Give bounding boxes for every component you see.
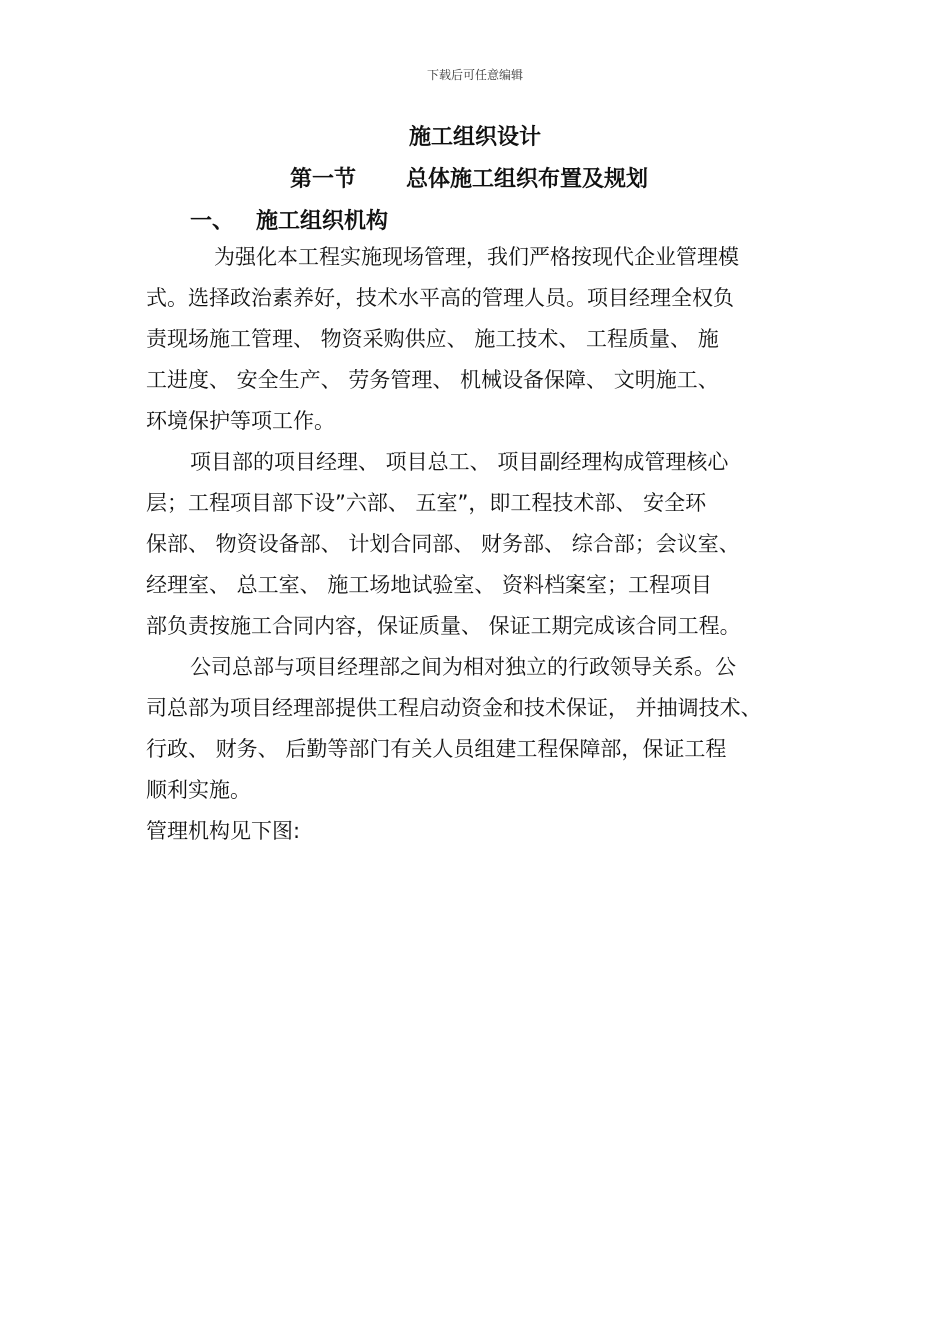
paragraph-line: 顺利实施。 bbox=[146, 778, 251, 802]
paragraph-line: 层；工程项目部下设”六部、 五室”，即工程技术部、 安全环 bbox=[146, 491, 707, 515]
document-title: 施工组织设计 bbox=[408, 125, 541, 150]
subsection-title: 施工组织机构 bbox=[256, 209, 389, 234]
paragraph-line: 工进度、 安全生产、 劳务管理、 机械设备保障、 文明施工、 bbox=[146, 368, 719, 392]
paragraph-line: 经理室、 总工室、 施工场地试验室、 资料档案室；工程项目 bbox=[146, 573, 713, 597]
paragraph-line: 式。选择政治素养好，技术水平高的管理人员。项目经理全权负 bbox=[146, 286, 734, 310]
paragraph-line: 环境保护等项工作。 bbox=[146, 409, 335, 433]
paragraph-line: 为强化本工程实施现场管理，我们严格按现代企业管理模 bbox=[214, 245, 739, 269]
paragraph-line: 公司总部与项目经理部之间为相对独立的行政领导关系。公 bbox=[190, 655, 736, 679]
subsection-number: 一、 bbox=[190, 209, 235, 234]
paragraph-line: 部负责按施工合同内容，保证质量、 保证工期完成该合同工程。 bbox=[146, 614, 741, 638]
paragraph-line: 行政、 财务、 后勤等部门有关人员组建工程保障部，保证工程 bbox=[146, 737, 727, 761]
paragraph-line: 司总部为项目经理部提供工程启动资金和技术保证， 并抽调技术、 bbox=[146, 696, 762, 720]
paragraph-line: 保部、 物资设备部、 计划合同部、 财务部、 综合部；会议室、 bbox=[146, 532, 740, 556]
section-title: 总体施工组织布置及规划 bbox=[406, 167, 649, 192]
section-number: 第一节 bbox=[290, 167, 357, 192]
header-note: 下载后可任意编辑 bbox=[426, 68, 523, 82]
paragraph-line: 责现场施工管理、 物资采购供应、 施工技术、 工程质量、 施 bbox=[146, 327, 719, 351]
section-heading bbox=[290, 162, 648, 193]
subsection-heading bbox=[190, 204, 388, 235]
figure-caption: 管理机构见下图: bbox=[146, 819, 301, 843]
paragraph-line: 项目部的项目经理、 项目总工、 项目副经理构成管理核心 bbox=[190, 450, 729, 474]
